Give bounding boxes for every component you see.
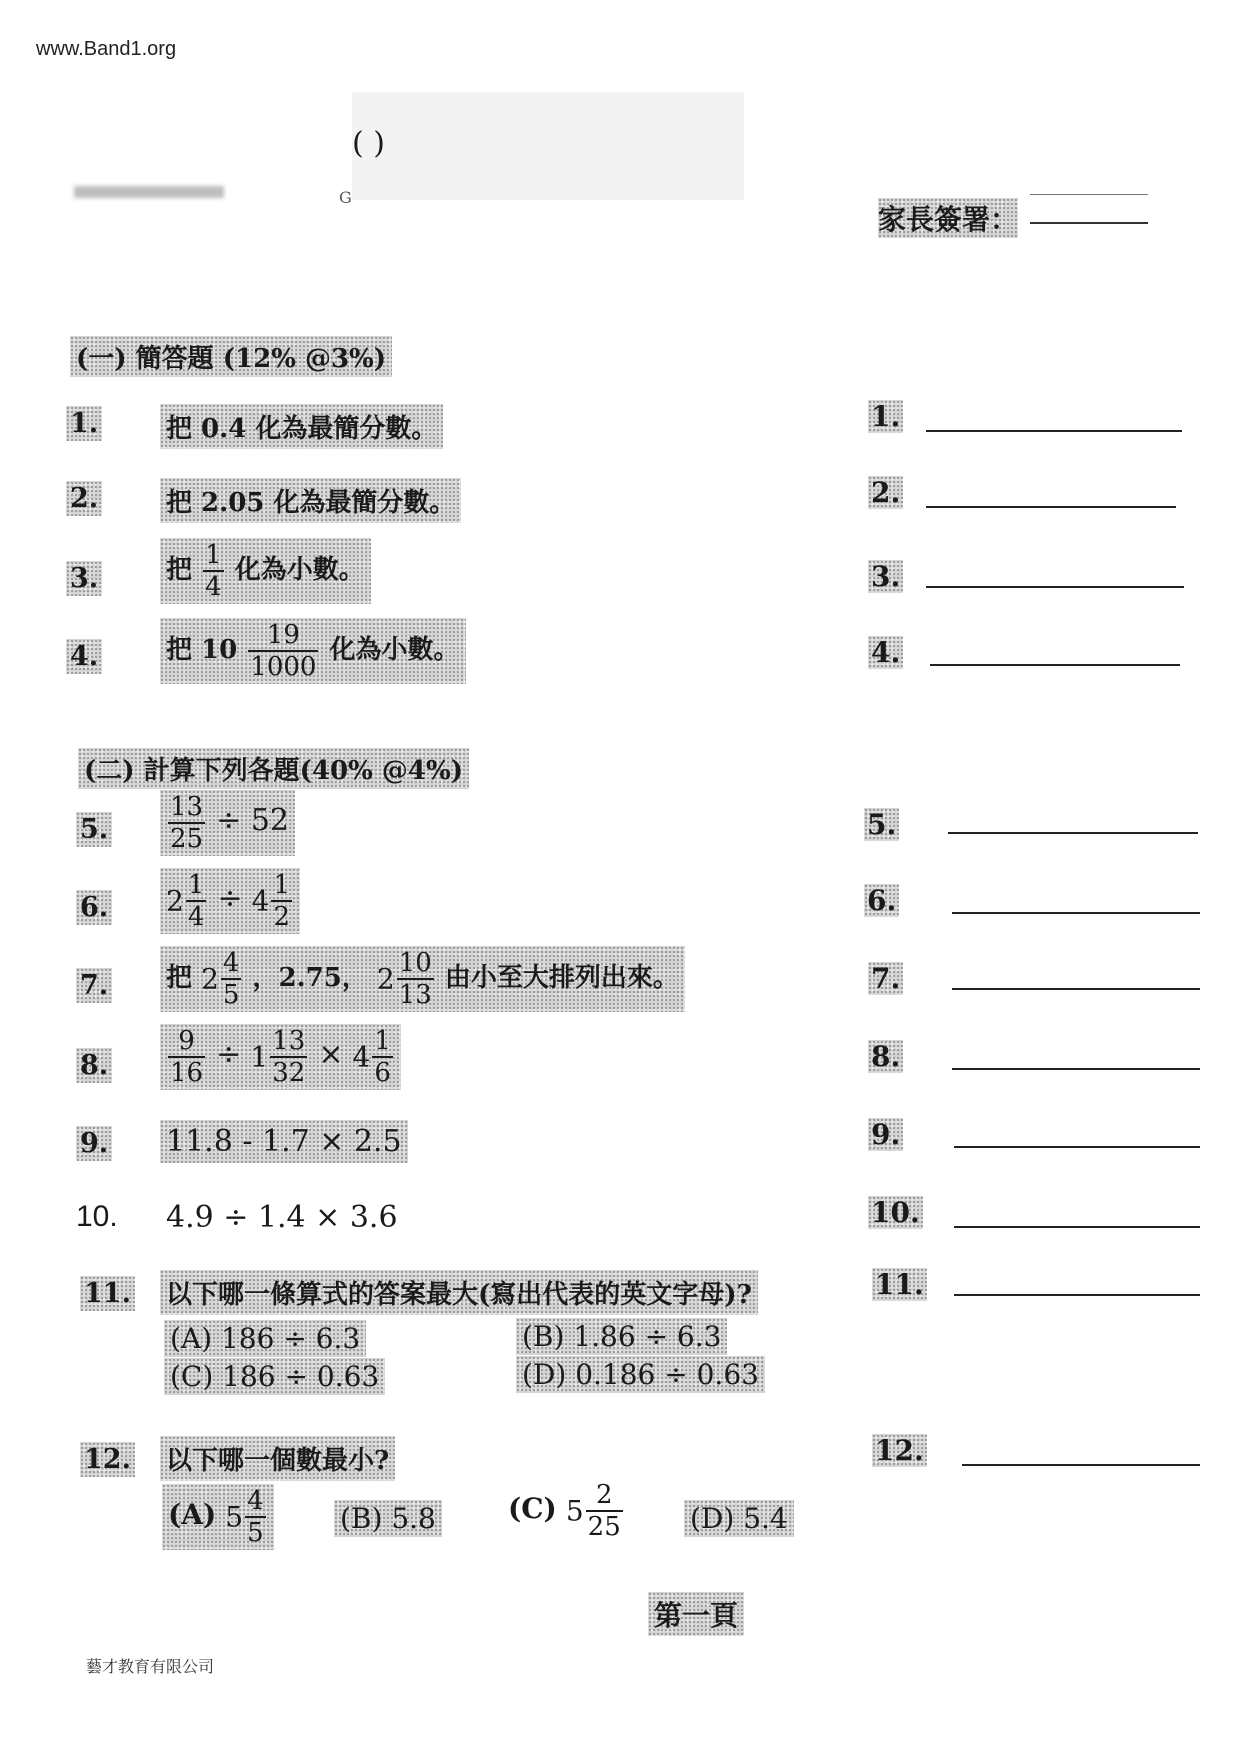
section-1-title: (一) 簡答題 (12% @3%) <box>70 336 392 377</box>
q8-operator-2: × <box>318 1037 344 1072</box>
parent-signature-line[interactable] <box>1030 222 1148 224</box>
answer-line-7[interactable] <box>952 988 1200 990</box>
q8-numerator-3: 1 <box>374 1026 391 1056</box>
q6-denominator-2: 2 <box>273 902 291 932</box>
q11-option-c: (C) 186 ÷ 0.63 <box>164 1358 385 1395</box>
parent-signature-label: 家長簽署： <box>878 198 1018 238</box>
q4-numerator: 19 <box>266 620 300 650</box>
answer-number-10: 10. <box>868 1196 923 1229</box>
q3-text <box>160 538 371 604</box>
q12-option-a-whole: 5 <box>225 1500 244 1534</box>
answer-line-12[interactable] <box>962 1464 1200 1466</box>
answer-number-3: 3. <box>868 560 903 593</box>
q3-numerator: 1 <box>205 540 222 570</box>
q8-fraction-3 <box>372 1028 393 1086</box>
answer-number-9: 9. <box>868 1118 903 1151</box>
q12-option-c-numerator: 2 <box>595 1480 613 1510</box>
q7-middle: ，2.75， <box>252 963 368 993</box>
q2-number: 2. <box>66 481 102 516</box>
q7-text <box>160 946 685 1012</box>
answer-number-2: 2. <box>868 476 903 509</box>
q8-numerator-2: 13 <box>272 1026 306 1056</box>
q7-whole-2: 2 <box>376 962 395 996</box>
header-mark: G <box>339 188 352 207</box>
q7-prefix: 把 <box>166 963 193 993</box>
q6-fraction-1 <box>186 872 207 930</box>
q12-option-a-denominator: 5 <box>247 1518 264 1548</box>
q12-option-c-denominator: 25 <box>587 1512 621 1542</box>
q12-text: 以下哪一個數最小? <box>160 1436 395 1481</box>
q3-number: 3. <box>66 561 102 596</box>
header-scan-shade <box>352 92 744 200</box>
q4-text <box>160 618 466 684</box>
q8-operator-1: ÷ <box>216 1037 242 1072</box>
q6-numerator-2: 1 <box>273 870 291 900</box>
answer-number-4: 4. <box>868 636 903 669</box>
q11-number: 11. <box>80 1276 135 1311</box>
q6-fraction-2 <box>271 872 292 930</box>
q8-number: 8. <box>76 1048 112 1083</box>
header-parenthesis: ( ) <box>352 126 385 161</box>
smudged-header-text <box>74 186 224 198</box>
q8-fraction-2 <box>270 1028 307 1086</box>
answer-number-5: 5. <box>864 808 899 841</box>
q7-fraction-1 <box>221 950 242 1008</box>
q3-prefix: 把 <box>166 555 193 585</box>
q6-expression <box>160 868 300 934</box>
signature-top-rule <box>1030 194 1148 195</box>
answer-line-3[interactable] <box>926 586 1184 588</box>
q3-fraction <box>203 542 224 600</box>
q8-whole-2: 1 <box>250 1040 269 1074</box>
q7-whole-1: 2 <box>201 962 219 996</box>
q7-number: 7. <box>76 968 112 1003</box>
answer-line-4[interactable] <box>930 664 1180 666</box>
q11-option-b: (B) 1.86 ÷ 6.3 <box>516 1318 727 1355</box>
q4-number: 4. <box>66 639 102 674</box>
answer-number-7: 7. <box>868 962 903 995</box>
q12-option-c-whole: 5 <box>565 1494 584 1528</box>
q3-suffix: 化為小數。 <box>234 555 365 585</box>
q4-fraction <box>248 622 318 680</box>
q6-whole-2: 4 <box>251 884 270 918</box>
answer-number-6: 6. <box>864 884 899 917</box>
section-2-title: (二) 計算下列各題(40% @4%) <box>78 748 469 789</box>
q5-number: 5. <box>76 812 112 847</box>
q12-option-c-fraction <box>586 1482 623 1540</box>
q3-denominator: 4 <box>205 572 222 602</box>
q7-suffix: 由小至大排列出來。 <box>444 963 679 993</box>
q1-text: 把 0.4 化為最簡分數。 <box>160 404 443 449</box>
q4-suffix: 化為小數。 <box>329 635 460 665</box>
answer-number-12: 12. <box>872 1434 927 1467</box>
page-number: 第一頁 <box>648 1592 744 1636</box>
q12-option-c <box>502 1478 631 1544</box>
answer-line-2[interactable] <box>926 506 1176 508</box>
q1-number: 1. <box>66 406 102 441</box>
q5-denominator: 25 <box>170 824 204 854</box>
q7-denominator-1: 5 <box>222 980 240 1010</box>
q4-denominator: 1000 <box>250 652 317 682</box>
answer-line-8[interactable] <box>952 1068 1200 1070</box>
q12-option-c-label: (C) <box>508 1492 557 1525</box>
q12-option-a <box>162 1484 274 1550</box>
answer-line-6[interactable] <box>952 912 1200 914</box>
q8-denominator-2: 32 <box>272 1058 306 1088</box>
q12-option-d: (D) 5.4 <box>684 1500 794 1537</box>
answer-line-1[interactable] <box>926 430 1182 432</box>
company-name: 藝才教育有限公司 <box>86 1657 215 1676</box>
answer-number-11: 11. <box>872 1268 927 1301</box>
q12-option-b: (B) 5.8 <box>334 1500 442 1537</box>
q12-option-a-label: (A) <box>168 1498 217 1531</box>
q6-whole-1: 2 <box>166 884 184 918</box>
q8-expression <box>160 1024 401 1090</box>
answer-number-1: 1. <box>868 400 903 433</box>
site-url: www.Band1.org <box>36 38 177 60</box>
q8-fraction-1 <box>168 1028 205 1086</box>
q2-text: 把 2.05 化為最簡分數。 <box>160 478 461 523</box>
q10-number: 10. <box>76 1200 118 1233</box>
q9-number: 9. <box>76 1126 112 1161</box>
q8-denominator-1: 16 <box>170 1058 204 1088</box>
q9-expression <box>160 1120 408 1163</box>
answer-line-10[interactable] <box>954 1226 1200 1228</box>
q5-rest: ÷ 52 <box>216 803 290 838</box>
q7-denominator-2: 13 <box>398 980 432 1010</box>
q4-prefix: 把 10 <box>166 635 238 665</box>
q11-option-d: (D) 0.186 ÷ 0.63 <box>516 1356 765 1393</box>
answer-line-9[interactable] <box>954 1146 1200 1148</box>
q7-numerator-2: 10 <box>398 948 432 978</box>
q7-numerator-1: 4 <box>222 948 240 978</box>
answer-line-11[interactable] <box>954 1294 1200 1296</box>
q12-option-a-fraction <box>245 1488 266 1546</box>
q6-numerator-1: 1 <box>187 870 205 900</box>
q8-whole-3: 4 <box>352 1040 371 1074</box>
q5-numerator: 13 <box>170 792 204 822</box>
answer-number-8: 8. <box>868 1040 903 1073</box>
q7-fraction-2 <box>397 950 434 1008</box>
answer-line-5[interactable] <box>948 832 1198 834</box>
q10-expression <box>160 1196 404 1239</box>
q8-numerator-1: 9 <box>178 1026 195 1056</box>
q6-denominator-1: 4 <box>187 902 205 932</box>
q11-option-a: (A) 186 ÷ 6.3 <box>164 1320 366 1357</box>
q10-expr: 4.9 ÷ 1.4 × 3.6 <box>166 1200 398 1235</box>
q8-denominator-3: 6 <box>374 1058 391 1088</box>
q5-expression <box>160 790 295 856</box>
q6-number: 6. <box>76 890 112 925</box>
q9-expr: 11.8 - 1.7 × 2.5 <box>166 1124 402 1159</box>
q11-text: 以下哪一條算式的答案最大(寫出代表的英文字母)? <box>160 1270 758 1315</box>
q12-option-a-numerator: 4 <box>247 1486 264 1516</box>
q5-fraction <box>168 794 205 852</box>
q12-number: 12. <box>80 1442 135 1477</box>
q6-operator: ÷ <box>217 881 243 916</box>
